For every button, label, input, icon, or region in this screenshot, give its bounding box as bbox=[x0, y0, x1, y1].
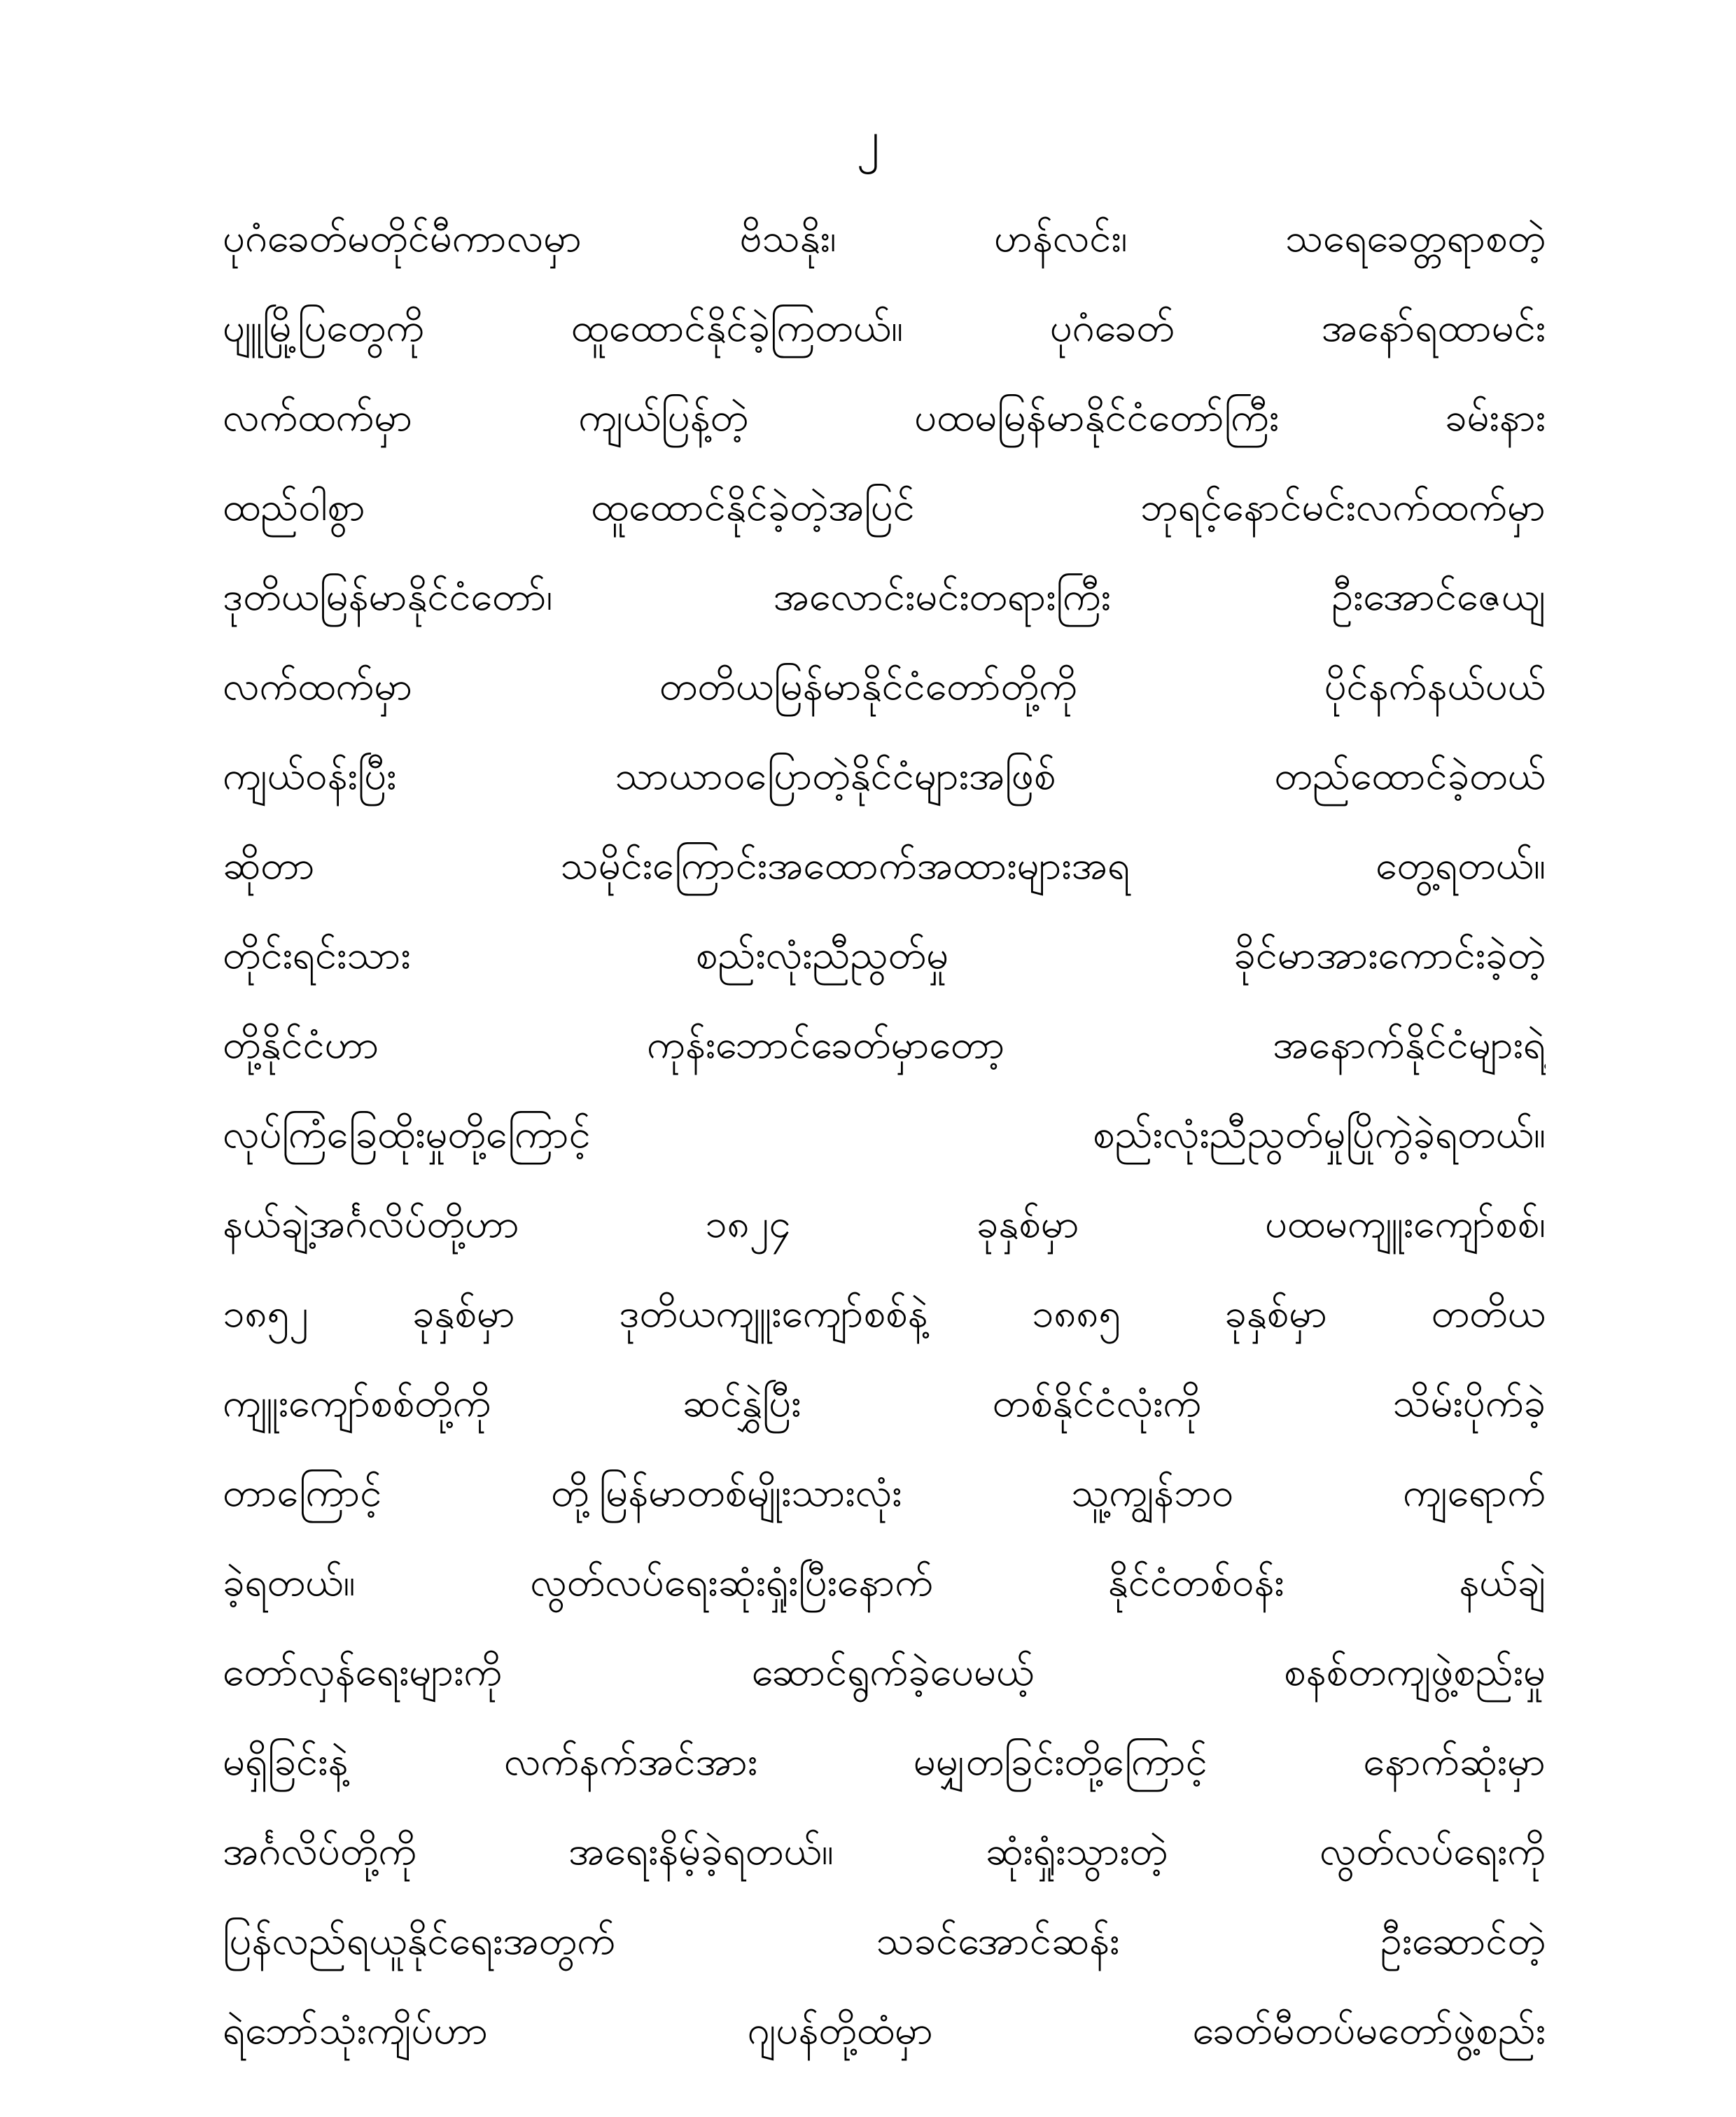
text-line: ကျယ်ဝန်းပြီး သာယာဝပြောတဲ့နိုင်ငံများအဖြစ် တည်ထောင်ခဲ့တယ် bbox=[223, 753, 1546, 799]
text-line: မရှိခြင်းနဲ့ လက်နက်အင်အား မမျှတခြင်းတို့ကြောင့် နောက်ဆုံးမှာ bbox=[223, 1739, 1546, 1784]
text-line: ပျူမြို့ပြတွေကို ထူထောင်နိုင်ခဲ့ကြတယ်။ ပုဂံခေတ် အနော်ရထာမင်း bbox=[223, 305, 1546, 351]
text-line: ဆိုတာ သမိုင်းကြောင်းအထောက်အထားများအရ တွေ့ရတယ်။ bbox=[223, 843, 1546, 888]
page-number: ၂ bbox=[856, 111, 880, 165]
text-line: တော်လှန်ရေးများကို ဆောင်ရွက်ခဲ့ပေမယ့် စနစ်တကျဖွဲ့စည်းမှု bbox=[223, 1649, 1546, 1695]
text-line: လက်ထက်မှာ ကျယ်ပြန့်တဲ့ ပထမမြန်မာနိုင်ငံတော်ကြီး ခမ်းနား bbox=[223, 395, 1546, 440]
text-line: ထည်ဝါစွာ ထူထောင်နိုင်ခဲ့တဲ့အပြင် ဘုရင့်နောင်မင်းလက်ထက်မှာ bbox=[223, 484, 1546, 530]
text-line: လက်ထက်မှာ တတိယမြန်မာနိုင်ငံတော်တို့ကို ပိုင်နက်နယ်ပယ် bbox=[223, 664, 1546, 709]
text-line: ဒုတိယမြန်မာနိုင်ငံတော်၊ အလောင်းမင်းတရားကြီး ဦးအောင်ဇေယျ bbox=[223, 574, 1546, 620]
body-text bbox=[223, 197, 1546, 2079]
text-line: ကျူးကျော်စစ်တို့ကို ဆင်နွှဲပြီး တစ်နိုင်ငံလုံးကို သိမ်းပိုက်ခဲ့ bbox=[223, 1381, 1546, 1426]
text-line: တို့နိုင်ငံဟာ ကုန်းဘောင်ခေတ်မှာတော့ အနောက်နိုင်ငံများရဲ့ bbox=[223, 1022, 1546, 1068]
text-line: ၁၈၅၂ ခုနှစ်မှာ ဒုတိယကျူးကျော်စစ်နဲ့ ၁၈၈၅ ခုနှစ်မှာ တတိယ bbox=[223, 1291, 1546, 1336]
text-line: ရဲဘော်သုံးကျိပ်ဟာ ဂျပန်တို့ထံမှာ ခေတ်မီတပ်မတော်ဖွဲ့စည်း bbox=[223, 2008, 1546, 2053]
text-line: လုပ်ကြံခြေထိုးမှုတို့ကြောင့် စည်းလုံးညီညွတ်မှုပြိုကွဲခဲ့ရတယ်။ bbox=[223, 1112, 1546, 1157]
text-line: တာကြောင့် တို့မြန်မာတစ်မျိုးသားလုံး သူ့ကျွန်ဘဝ ကျရောက် bbox=[223, 1470, 1546, 1516]
text-line: အင်္ဂလိပ်တို့ကို အရေးနိမ့်ခဲ့ရတယ်။ ဆုံးရှုံးသွားတဲ့ လွတ်လပ်ရေးကို bbox=[223, 1829, 1546, 1874]
text-line: ခဲ့ရတယ်။ လွတ်လပ်ရေးဆုံးရှုံးပြီးနောက် နိုင်ငံတစ်ဝန်း နယ်ချဲ့ bbox=[223, 1560, 1546, 1605]
text-line: ပုဂံခေတ်မတိုင်မီကာလမှာ ဗိသနိုး၊ ဟန်လင်း၊ သရေခေတ္တရာစတဲ့ bbox=[223, 216, 1546, 261]
text-line: နယ်ချဲ့အင်္ဂလိပ်တို့ဟာ ၁၈၂၄ ခုနှစ်မှာ ပထမကျူးကျော်စစ်၊ bbox=[223, 1201, 1546, 1247]
text-line: တိုင်းရင်းသား စည်းလုံးညီညွတ်မှု ခိုင်မာအားကောင်းခဲ့တဲ့ bbox=[223, 932, 1546, 978]
text-line: ပြန်လည်ရယူနိုင်ရေးအတွက် သခင်အောင်ဆန်း ဦးဆောင်တဲ့ bbox=[223, 1918, 1546, 1964]
